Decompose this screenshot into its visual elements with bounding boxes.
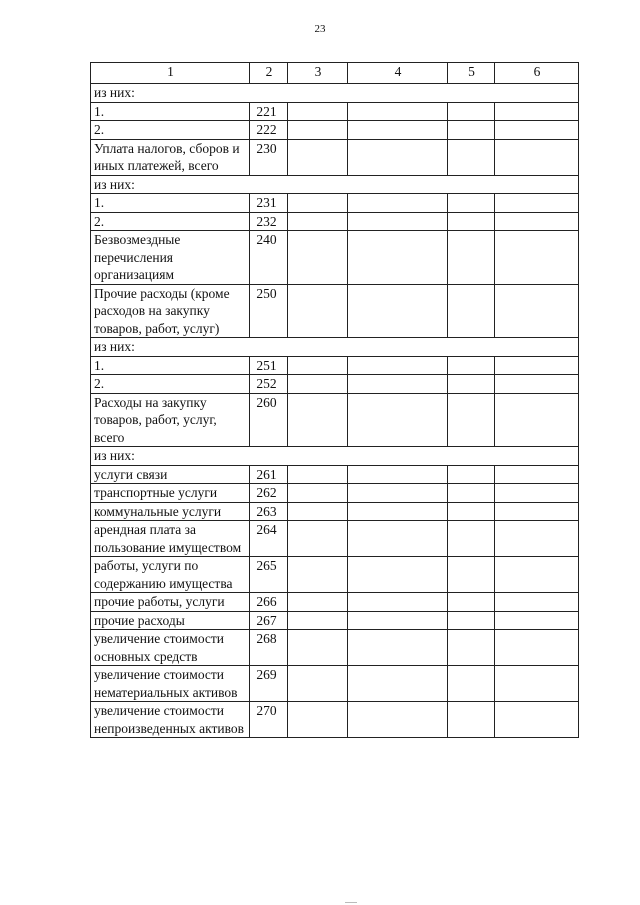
subheader-row [91,338,579,357]
table-row [91,484,579,503]
table-row [91,593,579,612]
empty-cell-col-4 [348,393,448,447]
table-row [91,702,579,738]
table-row [91,521,579,557]
empty-cell-col-4 [348,284,448,338]
row-label: Расходы на закупку товаров, работ, услуг, всего [91,393,250,447]
empty-cell-col-3 [288,593,348,612]
row-code: 268 [250,630,288,666]
empty-cell-col-4 [348,611,448,630]
empty-cell-col-4 [348,521,448,557]
empty-cell-col-4 [348,557,448,593]
empty-cell-col-3 [288,521,348,557]
row-code: 222 [250,121,288,140]
empty-cell-col-5 [448,231,495,285]
row-label: увеличение стоимости непроизведенных активов [91,702,250,738]
empty-cell-col-6 [495,375,579,394]
table-row [91,630,579,666]
row-code: 230 [250,139,288,175]
subheader-label: из них: [91,84,579,103]
empty-cell-col-4 [348,465,448,484]
row-label: Уплата налогов, сборов и иных платежей, всего [91,139,250,175]
row-code: 221 [250,102,288,121]
empty-cell-col-5 [448,212,495,231]
empty-cell-col-3 [288,212,348,231]
row-code: 231 [250,194,288,213]
empty-cell-col-6 [495,502,579,521]
page-number: 23 [314,23,326,35]
empty-cell-col-5 [448,593,495,612]
subheader-label: из них: [91,447,579,466]
table-row [91,375,579,394]
empty-cell-col-5 [448,121,495,140]
empty-cell-col-6 [495,231,579,285]
empty-cell-col-3 [288,231,348,285]
row-code: 269 [250,666,288,702]
empty-cell-col-6 [495,139,579,175]
empty-cell-col-3 [288,611,348,630]
row-code: 260 [250,393,288,447]
empty-cell-col-5 [448,666,495,702]
column-number: 3 [288,63,348,84]
empty-cell-col-3 [288,356,348,375]
table-body [91,63,579,738]
empty-cell-col-3 [288,465,348,484]
empty-cell-col-6 [495,356,579,375]
column-number: 4 [348,63,448,84]
table-row [91,284,579,338]
empty-cell-col-5 [448,557,495,593]
empty-cell-col-5 [448,356,495,375]
empty-cell-col-4 [348,666,448,702]
row-code: 266 [250,593,288,612]
row-code: 270 [250,702,288,738]
scan-mark [345,902,357,903]
row-label: 1. [91,356,250,375]
empty-cell-col-5 [448,465,495,484]
row-code: 252 [250,375,288,394]
empty-cell-col-5 [448,375,495,394]
table-row [91,121,579,140]
empty-cell-col-4 [348,212,448,231]
empty-cell-col-6 [495,121,579,140]
table-row [91,611,579,630]
empty-cell-col-3 [288,284,348,338]
empty-cell-col-5 [448,702,495,738]
row-label: арендная плата за пользование имуществом [91,521,250,557]
empty-cell-col-3 [288,666,348,702]
subheader-label: из них: [91,338,579,357]
empty-cell-col-4 [348,630,448,666]
column-number-row [91,63,579,84]
empty-cell-col-6 [495,666,579,702]
empty-cell-col-4 [348,375,448,394]
expenditure-table [90,62,579,738]
row-label: 1. [91,102,250,121]
table-row [91,356,579,375]
row-label: 2. [91,375,250,394]
row-label: Прочие расходы (кроме расходов на закупку товаров, работ, услуг) [91,284,250,338]
empty-cell-col-5 [448,611,495,630]
empty-cell-col-3 [288,375,348,394]
table-row [91,212,579,231]
table-row [91,557,579,593]
table-row [91,231,579,285]
column-number: 5 [448,63,495,84]
empty-cell-col-4 [348,356,448,375]
empty-cell-col-3 [288,393,348,447]
empty-cell-col-6 [495,484,579,503]
row-label: увеличение стоимости основных средств [91,630,250,666]
row-code: 265 [250,557,288,593]
empty-cell-col-3 [288,484,348,503]
empty-cell-col-3 [288,502,348,521]
empty-cell-col-6 [495,521,579,557]
row-code: 232 [250,212,288,231]
row-code: 240 [250,231,288,285]
table-row [91,666,579,702]
empty-cell-col-6 [495,393,579,447]
row-label: прочие работы, услуги [91,593,250,612]
empty-cell-col-4 [348,102,448,121]
row-label: Безвозмездные перечисления организациям [91,231,250,285]
empty-cell-col-4 [348,194,448,213]
empty-cell-col-6 [495,284,579,338]
empty-cell-col-5 [448,194,495,213]
row-label: услуги связи [91,465,250,484]
row-label: работы, услуги по содержанию имущества [91,557,250,593]
empty-cell-col-5 [448,139,495,175]
subheader-row [91,175,579,194]
empty-cell-col-6 [495,194,579,213]
empty-cell-col-5 [448,630,495,666]
row-label: 2. [91,121,250,140]
column-number: 2 [250,63,288,84]
empty-cell-col-6 [495,212,579,231]
subheader-label: из них: [91,175,579,194]
subheader-row [91,447,579,466]
row-label: 1. [91,194,250,213]
table-row [91,502,579,521]
empty-cell-col-3 [288,557,348,593]
empty-cell-col-4 [348,484,448,503]
empty-cell-col-6 [495,465,579,484]
table-row [91,139,579,175]
empty-cell-col-4 [348,593,448,612]
row-code: 264 [250,521,288,557]
subheader-row [91,84,579,103]
empty-cell-col-5 [448,502,495,521]
empty-cell-col-5 [448,102,495,121]
row-code: 250 [250,284,288,338]
empty-cell-col-3 [288,139,348,175]
empty-cell-col-3 [288,702,348,738]
empty-cell-col-3 [288,194,348,213]
row-code: 251 [250,356,288,375]
row-code: 262 [250,484,288,503]
empty-cell-col-4 [348,139,448,175]
empty-cell-col-4 [348,121,448,140]
table-row [91,194,579,213]
empty-cell-col-4 [348,502,448,521]
row-code: 263 [250,502,288,521]
empty-cell-col-5 [448,484,495,503]
empty-cell-col-6 [495,611,579,630]
column-number: 1 [91,63,250,84]
empty-cell-col-6 [495,557,579,593]
empty-cell-col-5 [448,393,495,447]
row-code: 261 [250,465,288,484]
empty-cell-col-3 [288,630,348,666]
empty-cell-col-6 [495,702,579,738]
empty-cell-col-6 [495,593,579,612]
row-label: прочие расходы [91,611,250,630]
row-label: транспортные услуги [91,484,250,503]
table-row [91,393,579,447]
table-row [91,465,579,484]
table-row [91,102,579,121]
column-number: 6 [495,63,579,84]
row-code: 267 [250,611,288,630]
empty-cell-col-4 [348,231,448,285]
empty-cell-col-6 [495,630,579,666]
row-label: увеличение стоимости нематериальных активов [91,666,250,702]
empty-cell-col-3 [288,121,348,140]
row-label: коммунальные услуги [91,502,250,521]
row-label: 2. [91,212,250,231]
empty-cell-col-4 [348,702,448,738]
empty-cell-col-5 [448,284,495,338]
empty-cell-col-3 [288,102,348,121]
empty-cell-col-5 [448,521,495,557]
empty-cell-col-6 [495,102,579,121]
